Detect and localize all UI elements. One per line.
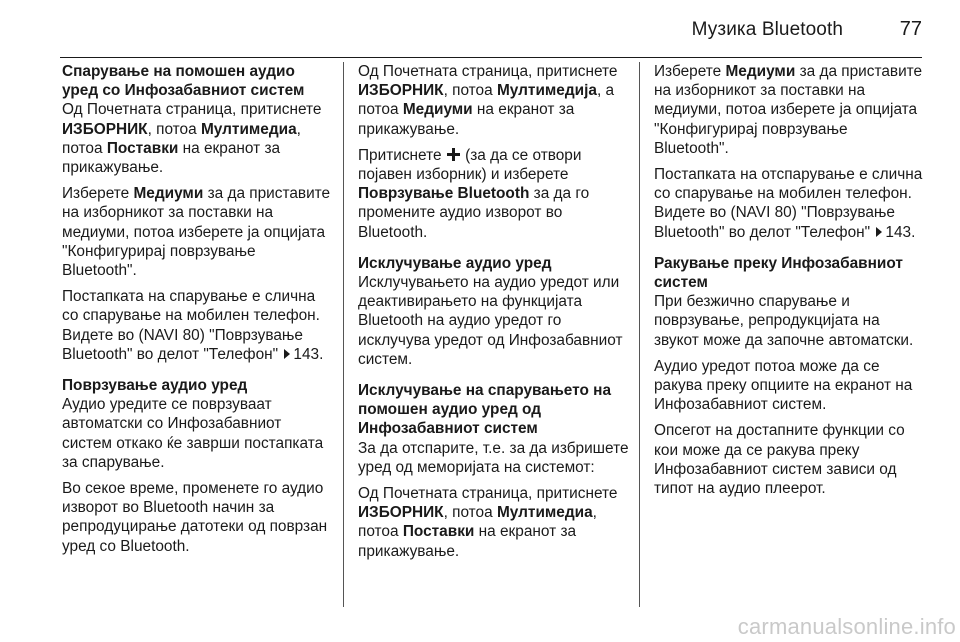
ui-term: Поврзување Bluetooth (358, 185, 530, 203)
ui-term: ИЗБОРНИК (62, 120, 148, 138)
text: , потоа (62, 120, 301, 157)
paragraph: При безжично спарување и поврзување, репродукцијата на звукот може да започне автоматски. (654, 293, 914, 349)
text: Од Почетната страница, притиснете (62, 101, 322, 119)
plus-icon (447, 148, 460, 161)
paragraph: За да отспарите, т.е. за да избришете уред од меморијата на системот: (358, 439, 629, 476)
page-number: 77 (899, 18, 922, 40)
text: на екранот за прикажување. (358, 101, 575, 138)
ui-term: Мултимедиа (200, 120, 297, 138)
text: за да го промените аудио изворот во Bluetooth. (358, 185, 590, 241)
paragraph (358, 146, 630, 242)
column-2 (358, 62, 630, 568)
text: , потоа (358, 504, 597, 541)
section-heading-connecting: Поврзување аудио уред (62, 377, 248, 395)
ui-term: ИЗБОРНИК (358, 504, 444, 522)
paragraph: Аудио уредот потоа може да се ракува преку опциите на екранот на Инфозабавниот систем. (654, 357, 913, 414)
paragraph: Опсегот на достапните функции со кои може да се ракува преку Инфозабавниот систем зависи од типот на аудио плеерот. (654, 422, 905, 498)
paragraph: Исклучувањето на аудио уредот или деактивирањето на функцијата Bluetooth на аудио уредот го исклучува уредот од Инфозабавниот систем. (358, 274, 623, 368)
ui-term: Медиуми (133, 185, 204, 203)
text: , потоа (443, 82, 497, 100)
paragraph: Во секое време, променете го аудио изворот во Bluetooth начин за репродуцирање датотеки од поврзан уред со Bluetooth. (62, 480, 328, 555)
page-reference: 143. (293, 345, 324, 363)
paragraph (654, 62, 926, 158)
text: Изберете (654, 63, 726, 80)
column-1 (62, 62, 334, 563)
ui-term: Поставки (402, 523, 475, 541)
paragraph (358, 484, 630, 561)
watermark: carmanualsonline.info (737, 614, 956, 639)
text: на екранот за прикажување. (62, 139, 281, 177)
page-reference: 143. (885, 223, 916, 241)
page-reference-arrow-icon (284, 349, 290, 359)
text: Постапката на отспарување е слична со спарување на мобилен телефон. Видете во (NAVI 80) "Поврзување Bluetooth" во делот "Телефон" (654, 166, 923, 241)
section-heading-disconnecting: Исклучување аудио уред (358, 254, 552, 272)
text: , а потоа (358, 82, 615, 119)
text: Притиснете (358, 146, 446, 164)
ui-term: Мултимедиа (496, 504, 593, 522)
column-divider-2 (639, 62, 640, 607)
page-reference-arrow-icon (876, 227, 882, 237)
ui-term: Медиуми (402, 101, 473, 119)
text: за да приставите на изборникот за поставки на медиуми, потоа изберете ја опцијата "Конфигурирај поврзување Bluetooth". (654, 63, 923, 157)
paragraph (62, 287, 334, 364)
section-heading-unpairing: Исклучување на спарувањето на помошен аудио уред од Инфозабавниот систем (358, 382, 612, 438)
ui-term: Мултимедија (496, 82, 597, 100)
text: на екранот за прикажување. (358, 523, 577, 560)
column-3 (654, 62, 926, 505)
text: Од Почетната страница, притиснете (358, 63, 618, 80)
text: Изберете (62, 185, 134, 203)
ui-term: Поставки (106, 139, 179, 157)
text: Од Почетната страница, притиснете (358, 485, 618, 503)
ui-term: Медиуми (725, 63, 796, 80)
section-heading-pairing: Спарување на помошен аудио уред со Инфозабавниот систем (62, 63, 305, 100)
paragraph (654, 165, 926, 242)
paragraph: Аудио уредите се поврзуваат автоматски со Инфозабавниот систем откако ќе заврши постапката за спарување. (62, 396, 324, 471)
paragraph (62, 100, 334, 177)
ui-term: ИЗБОРНИК (358, 82, 444, 100)
header-rule (60, 57, 922, 58)
page-title: Музика Bluetooth (691, 19, 843, 40)
text: (за да се отвори појавен изборник) и изберете (358, 146, 582, 184)
text: , потоа (147, 120, 201, 138)
text: за да приставите на изборникот за поставки на медиуми, потоа изберете ја опцијата "Конфигурирај поврзување Bluetooth". (62, 185, 331, 280)
section-heading-operation: Ракување преку Инфозабавниот систем (654, 254, 903, 292)
paragraph (358, 62, 630, 139)
text: , потоа (443, 504, 497, 522)
column-divider-1 (343, 62, 344, 607)
text: Постапката на спарување е слична со спарување на мобилен телефон. Видете во (NAVI 80) "Поврзување Bluetooth" во делот "Телефон" (62, 288, 320, 363)
paragraph (62, 184, 334, 280)
